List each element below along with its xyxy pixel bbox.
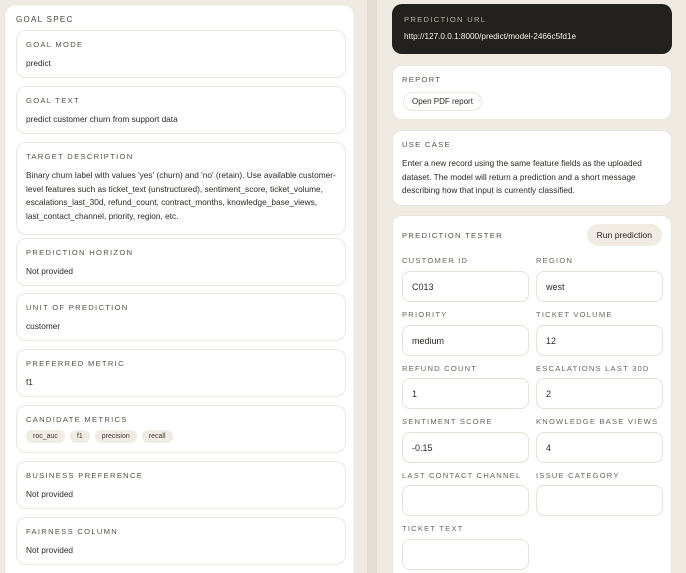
customer-id-label: CUSTOMER ID (402, 256, 469, 265)
refund-count-label: REFUND COUNT (402, 364, 478, 373)
ticket-text-input[interactable] (402, 539, 529, 570)
report-label: REPORT (402, 75, 442, 84)
prediction-horizon-value: Not provided (26, 266, 74, 276)
business-preference-card (16, 461, 346, 509)
prediction-url-card (392, 4, 672, 54)
run-prediction-button[interactable]: Run prediction (587, 224, 662, 246)
unit-of-prediction-value: customer (26, 321, 61, 331)
open-pdf-report-button[interactable]: Open PDF report (403, 92, 482, 111)
fairness-column-card (16, 517, 346, 565)
goal-spec-panel (4, 4, 355, 573)
ticket-text-label: TICKET TEXT (402, 524, 464, 533)
preferred-metric-card (16, 349, 346, 397)
sentiment-score-input[interactable] (402, 432, 529, 463)
goal-mode-value: predict (26, 58, 51, 68)
fairness-column-label: FAIRNESS COLUMN (26, 527, 119, 536)
last-contact-channel-input[interactable] (402, 485, 529, 516)
prediction-tester-card (392, 215, 672, 573)
metric-chip: precision (95, 430, 137, 443)
priority-input[interactable] (402, 325, 529, 356)
panel-divider (367, 0, 377, 573)
escalations-last-30d-label: ESCALATIONS LAST 30D (536, 364, 650, 373)
customer-id-input[interactable] (402, 271, 529, 302)
report-card (392, 65, 672, 120)
metric-chip: roc_auc (26, 430, 65, 443)
preferred-metric-value: f1 (26, 377, 33, 387)
goal-text-card (16, 86, 346, 134)
metric-chip: recall (142, 430, 173, 443)
goal-text-value: predict customer churn from support data (26, 114, 178, 124)
prediction-horizon-card (16, 238, 346, 286)
issue-category-label: ISSUE CATEGORY (536, 471, 620, 480)
refund-count-input[interactable] (402, 378, 529, 409)
use-case-text: Enter a new record using the same feature fields as the uploaded dataset. The model will return a prediction and a short message describing how that input is currently classified. (402, 158, 642, 195)
unit-of-prediction-card (16, 293, 346, 341)
use-case-label: USE CASE (402, 140, 451, 149)
candidate-metrics-card (16, 405, 346, 453)
ticket-volume-input[interactable] (536, 325, 663, 356)
target-description-card (16, 142, 346, 235)
goal-mode-card (16, 30, 346, 78)
candidate-metrics-chips (26, 430, 173, 443)
target-description-value: Binary churn label with values 'yes' (churn) and 'no' (retain). Use available customer-level features such as ticket_text (unstructured), sentiment_score, ticket_volume, escalations_last_30d, refund_count, contract_months, knowledge_base_views, last_contact_channel, priority, region, etc. (26, 170, 336, 221)
priority-label: PRIORITY (402, 310, 448, 319)
sentiment-score-label: SENTIMENT SCORE (402, 417, 493, 426)
target-description-label: TARGET DESCRIPTION (26, 152, 134, 161)
region-label: REGION (536, 256, 574, 265)
goal-mode-label: GOAL MODE (26, 40, 84, 49)
ticket-volume-label: TICKET VOLUME (536, 310, 613, 319)
candidate-metrics-label: CANDIDATE METRICS (26, 415, 128, 424)
goal-text-label: GOAL TEXT (26, 96, 80, 105)
business-preference-value: Not provided (26, 489, 74, 499)
prediction-horizon-label: PREDICTION HORIZON (26, 248, 134, 257)
last-contact-channel-label: LAST CONTACT CHANNEL (402, 471, 522, 480)
preferred-metric-label: PREFERRED METRIC (26, 359, 125, 368)
business-preference-label: BUSINESS PREFERENCE (26, 471, 144, 480)
metric-chip: f1 (70, 430, 90, 443)
knowledge-base-views-label: KNOWLEDGE BASE VIEWS (536, 417, 659, 426)
unit-of-prediction-label: UNIT OF PREDICTION (26, 303, 129, 312)
prediction-tester-label: PREDICTION TESTER (402, 231, 503, 240)
fairness-column-value: Not provided (26, 545, 74, 555)
escalations-last-30d-input[interactable] (536, 378, 663, 409)
goal-spec-title: GOAL SPEC (16, 15, 74, 24)
use-case-card (392, 130, 672, 206)
region-input[interactable] (536, 271, 663, 302)
issue-category-input[interactable] (536, 485, 663, 516)
knowledge-base-views-input[interactable] (536, 432, 663, 463)
prediction-url-label: PREDICTION URL (404, 15, 487, 24)
prediction-url-value[interactable]: http://127.0.0.1:8000/predict/model-2466c5fd1e (404, 32, 577, 41)
